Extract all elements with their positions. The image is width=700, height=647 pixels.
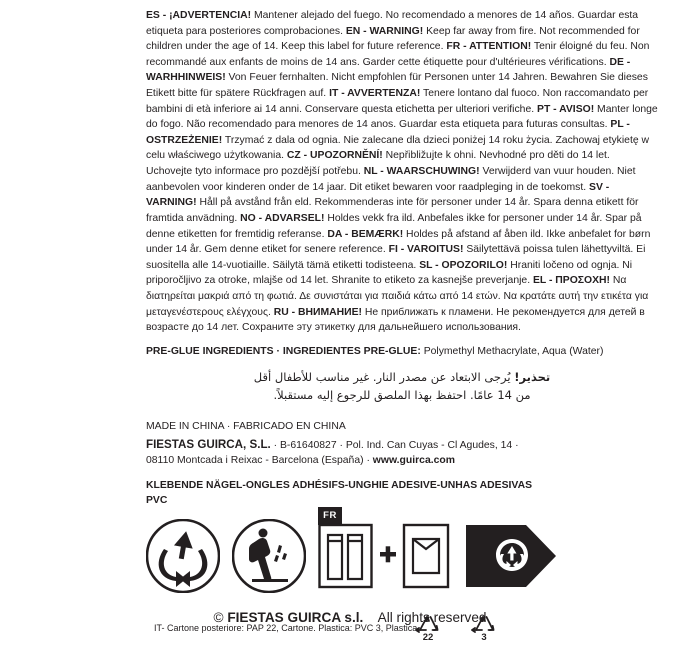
footer-rights: All rights reserved bbox=[377, 610, 487, 625]
triangle-pvc-3-number: 3 bbox=[481, 632, 487, 644]
triangle-pap-22-number: 22 bbox=[422, 632, 434, 644]
product-names-line1: KLEBENDE NÄGEL-ONGLES ADHÉSIFS-UNGHIE ADESIVE-UNHAS ADESIVAS bbox=[146, 479, 533, 491]
packaging-separate-icon bbox=[318, 519, 450, 593]
company-website[interactable]: www.guirca.com bbox=[372, 455, 455, 467]
product-names-line2: PVC bbox=[146, 495, 168, 507]
footer-copyright bbox=[0, 610, 700, 625]
footer-brand: FIESTAS GUIRCA s.l. bbox=[227, 610, 364, 625]
pre-glue-label: PRE-GLUE INGREDIENTS · INGREDIENTES PRE-GLUE: bbox=[146, 345, 421, 357]
recycle-icon bbox=[146, 519, 220, 593]
label-content bbox=[146, 8, 658, 647]
pre-glue-value: Polymethyl Methacrylate, Aqua (Water) bbox=[423, 345, 604, 357]
company-details-1: · B-61640827 · Pol. Ind. Can Cuyas - Cl Agudes, 14 · bbox=[270, 439, 519, 451]
fr-badge: FR bbox=[318, 507, 342, 525]
arabic-warning-line2: من 14 عامًا. احتفظ بهذا الملصق للرجوع إليه مستقبلاً. bbox=[273, 388, 531, 403]
recycling-bin-icon bbox=[466, 519, 556, 593]
made-in-line: MADE IN CHINA · FABRICADO EN CHINA bbox=[146, 420, 346, 432]
multilingual-warning-text: ES - ¡ADVERTENCIA! Mantener alejado del fuego. No recomendado a menores de 14 años. Guardar esta etiqueta para posteriores comprobaciones. EN - WARNING! Keep far away from fire. Not recommended for children under the age of 14. Keep this label for future reference. FR - ATTENTION! Tenir éloigné du feu. Non recommandé aux enfants de moins de 14 ans. Garder cette étiquette pour d'ultérieures vérifications. DE - WARHHINWEIS! Von Feuer fernhalten. Nicht empfohlen für Personen unter 14 Jahren. Bewahren Sie dieses Etikett bitte für spätere Rückfragen auf. IT - AVVERTENZA! Tenere lontano dal fuoco. Non raccomandato per bambini di età inferiore ai 14 anni. Conservare questa etichetta per ulteriori verifiche. PT - AVISO! Manter longe do fogo. Não recomendado para menores de 14 anos. Guardar esta etiqueta para futuras consultas. PL - OSTRZEŻENIE! Trzymać z dala od ognia. Nie zalecane dla dzieci poniżej 14 roku życia. Zachowaj etykietę w celu właściwego użytkowania. CZ - UPOZORNĚNÍ! Nepřibližujte k ohni. Nevhodné pro děti do 14 let. Uchovejte tyto informace pro pozdější potřebu. NL - WAARSCHUWING! Verwijderd van vuur houden. Niet aanbevolen voor kinderen onder de 14 jaar. Dit etiket bewaren voor raadpleging in de toekomst. SV - VARNING! Håll på avstånd från eld. Rekommenderas inte för personer under 14 år. Spara denna etikett för framtida anvädning. NO - ADVARSEL! Holdes vekk fra ild. Anbefales ikke for personer under 14 år. Spar på denne etiketten for fremtidig referanse. DA - BEMÆRK! Holdes på afstand af åben ild. Ikke anbefalet for børn under 14 år. Gem denne etiket for senere reference. FI - VAROITUS! Säilytettävä poissa tulen lähettyviltä. Ei suositella alle 14-vuotiaille. Säilytä tämä etiketti todisteena. SL - OPOZORILO! Hraniti ločeno od ognja. Ni priporočljivo za otroke, mlajše od 14 let. Shranite to etiketo za kasnejše preverjanje. EL - ΠΡΟΣΟΧΗ! Να διατηρείται μακριά από τη φωτιά. Δε συνιστάται για παιδιά κάτω από 14 ετών. Να κρατάτε αυτή την ετικέτα για μεταγενέστερους ελέγχους. RU - ВНИМАНИЕ! Не приближать к пламени. Не рекомендуется для детей в возрасте до 14 лет. Сохраните эту этикетку для дальнейшего использования. bbox=[146, 10, 658, 334]
company-details-2: 08110 Montcada i Reixac - Barcelona (España) · bbox=[146, 455, 373, 467]
symbol-row bbox=[146, 510, 566, 605]
company-name: FIESTAS GUIRCA, S.L. bbox=[146, 437, 271, 451]
arabic-warning-line1: تحذير! يُرجى الابتعاد عن مصدر النار. غير مناسب للأطفال أقل bbox=[253, 370, 551, 385]
no-litter-icon bbox=[232, 519, 306, 593]
company-info bbox=[146, 436, 658, 469]
copyright-symbol: © bbox=[213, 610, 224, 625]
materials-text: IT- Cartone posteriore: PAP 22, Cartone. Plastica: PVC 3, Plastica. bbox=[154, 623, 420, 634]
product-names bbox=[146, 478, 658, 509]
arabic-warning bbox=[146, 369, 658, 405]
pre-glue-ingredients bbox=[146, 345, 658, 360]
